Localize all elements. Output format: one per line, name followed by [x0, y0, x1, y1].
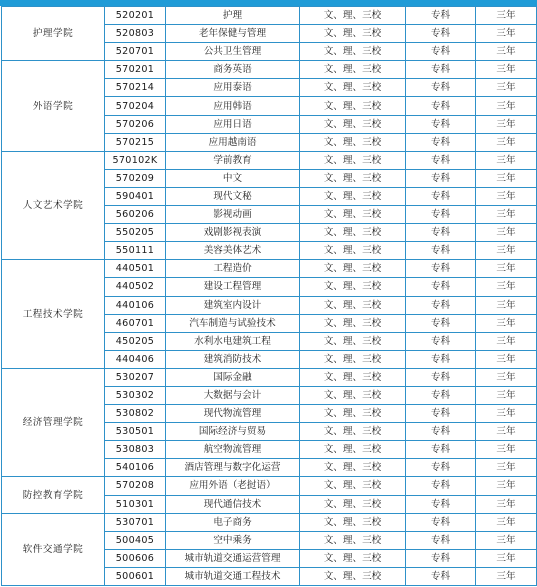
study-length-cell: 三年	[476, 495, 537, 513]
study-length-cell: 三年	[476, 79, 537, 97]
education-level-cell: 专科	[406, 25, 476, 43]
study-length-cell: 三年	[476, 477, 537, 495]
study-length-cell: 三年	[476, 549, 537, 567]
college-name-cell: 工程技术学院	[2, 260, 105, 369]
subject-type-cell: 文、理、三校	[300, 314, 406, 332]
major-code-cell: 500601	[105, 567, 166, 585]
major-name-cell: 中文	[166, 169, 300, 187]
study-length-cell: 三年	[476, 43, 537, 61]
education-level-cell: 专科	[406, 169, 476, 187]
major-name-cell: 美容美体艺术	[166, 242, 300, 260]
major-code-cell: 560206	[105, 206, 166, 224]
major-name-cell: 航空物流管理	[166, 441, 300, 459]
study-length-cell: 三年	[476, 61, 537, 79]
major-name-cell: 汽车制造与试验技术	[166, 314, 300, 332]
table-row	[2, 368, 537, 386]
study-length-cell: 三年	[476, 206, 537, 224]
majors-table	[1, 6, 537, 586]
study-length-cell: 三年	[476, 459, 537, 477]
major-name-cell: 空中乘务	[166, 531, 300, 549]
study-length-cell: 三年	[476, 224, 537, 242]
major-code-cell: 530302	[105, 386, 166, 404]
subject-type-cell: 文、理、三校	[300, 187, 406, 205]
subject-type-cell: 文、理、三校	[300, 115, 406, 133]
education-level-cell: 专科	[406, 314, 476, 332]
study-length-cell: 三年	[476, 332, 537, 350]
education-level-cell: 专科	[406, 531, 476, 549]
major-code-cell: 530803	[105, 441, 166, 459]
majors-table-body	[2, 7, 537, 586]
major-code-cell: 570209	[105, 169, 166, 187]
major-code-cell: 530207	[105, 368, 166, 386]
major-name-cell: 国际经济与贸易	[166, 423, 300, 441]
major-name-cell: 大数据与会计	[166, 386, 300, 404]
major-code-cell: 530802	[105, 405, 166, 423]
study-length-cell: 三年	[476, 405, 537, 423]
college-name-cell: 人文艺术学院	[2, 151, 105, 260]
subject-type-cell: 文、理、三校	[300, 423, 406, 441]
study-length-cell: 三年	[476, 187, 537, 205]
education-level-cell: 专科	[406, 567, 476, 585]
subject-type-cell: 文、理、三校	[300, 151, 406, 169]
major-code-cell: 570201	[105, 61, 166, 79]
education-level-cell: 专科	[406, 386, 476, 404]
subject-type-cell: 文、理、三校	[300, 441, 406, 459]
subject-type-cell: 文、理、三校	[300, 43, 406, 61]
study-length-cell: 三年	[476, 350, 537, 368]
subject-type-cell: 文、理、三校	[300, 405, 406, 423]
college-name-cell: 防控教育学院	[2, 477, 105, 513]
major-name-cell: 建设工程管理	[166, 278, 300, 296]
education-level-cell: 专科	[406, 513, 476, 531]
table-row	[2, 513, 537, 531]
study-length-cell: 三年	[476, 314, 537, 332]
major-name-cell: 工程造价	[166, 260, 300, 278]
education-level-cell: 专科	[406, 187, 476, 205]
education-level-cell: 专科	[406, 459, 476, 477]
study-length-cell: 三年	[476, 133, 537, 151]
education-level-cell: 专科	[406, 405, 476, 423]
education-level-cell: 专科	[406, 79, 476, 97]
education-level-cell: 专科	[406, 278, 476, 296]
education-level-cell: 专科	[406, 242, 476, 260]
table-row	[2, 151, 537, 169]
major-code-cell: 570206	[105, 115, 166, 133]
subject-type-cell: 文、理、三校	[300, 25, 406, 43]
education-level-cell: 专科	[406, 206, 476, 224]
major-name-cell: 老年保健与管理	[166, 25, 300, 43]
subject-type-cell: 文、理、三校	[300, 7, 406, 25]
major-code-cell: 520701	[105, 43, 166, 61]
study-length-cell: 三年	[476, 151, 537, 169]
table-row	[2, 7, 537, 25]
major-code-cell: 460701	[105, 314, 166, 332]
major-name-cell: 影视动画	[166, 206, 300, 224]
study-length-cell: 三年	[476, 531, 537, 549]
major-name-cell: 护理	[166, 7, 300, 25]
subject-type-cell: 文、理、三校	[300, 296, 406, 314]
education-level-cell: 专科	[406, 477, 476, 495]
study-length-cell: 三年	[476, 441, 537, 459]
major-name-cell: 国际金融	[166, 368, 300, 386]
subject-type-cell: 文、理、三校	[300, 224, 406, 242]
major-name-cell: 公共卫生管理	[166, 43, 300, 61]
subject-type-cell: 文、理、三校	[300, 169, 406, 187]
major-name-cell: 应用韩语	[166, 97, 300, 115]
study-length-cell: 三年	[476, 513, 537, 531]
major-code-cell: 530701	[105, 513, 166, 531]
study-length-cell: 三年	[476, 97, 537, 115]
major-name-cell: 现代文秘	[166, 187, 300, 205]
major-code-cell: 440501	[105, 260, 166, 278]
education-level-cell: 专科	[406, 260, 476, 278]
major-code-cell: 510301	[105, 495, 166, 513]
table-row	[2, 260, 537, 278]
education-level-cell: 专科	[406, 61, 476, 79]
education-level-cell: 专科	[406, 495, 476, 513]
education-level-cell: 专科	[406, 549, 476, 567]
subject-type-cell: 文、理、三校	[300, 531, 406, 549]
study-length-cell: 三年	[476, 115, 537, 133]
subject-type-cell: 文、理、三校	[300, 477, 406, 495]
major-name-cell: 应用日语	[166, 115, 300, 133]
subject-type-cell: 文、理、三校	[300, 79, 406, 97]
college-name-cell: 外语学院	[2, 61, 105, 151]
major-code-cell: 550205	[105, 224, 166, 242]
major-name-cell: 应用外语（老挝语）	[166, 477, 300, 495]
major-name-cell: 现代通信技术	[166, 495, 300, 513]
major-code-cell: 570208	[105, 477, 166, 495]
college-name-cell: 软件交通学院	[2, 513, 105, 585]
education-level-cell: 专科	[406, 296, 476, 314]
major-name-cell: 建筑消防技术	[166, 350, 300, 368]
study-length-cell: 三年	[476, 368, 537, 386]
major-name-cell: 水利水电建筑工程	[166, 332, 300, 350]
subject-type-cell: 文、理、三校	[300, 242, 406, 260]
subject-type-cell: 文、理、三校	[300, 350, 406, 368]
major-name-cell: 戏剧影视表演	[166, 224, 300, 242]
major-name-cell: 应用越南语	[166, 133, 300, 151]
subject-type-cell: 文、理、三校	[300, 567, 406, 585]
major-name-cell: 城市轨道交通工程技术	[166, 567, 300, 585]
education-level-cell: 专科	[406, 423, 476, 441]
major-code-cell: 450205	[105, 332, 166, 350]
subject-type-cell: 文、理、三校	[300, 61, 406, 79]
education-level-cell: 专科	[406, 441, 476, 459]
subject-type-cell: 文、理、三校	[300, 206, 406, 224]
major-code-cell: 550111	[105, 242, 166, 260]
major-name-cell: 酒店管理与数字化运营	[166, 459, 300, 477]
study-length-cell: 三年	[476, 278, 537, 296]
major-code-cell: 570204	[105, 97, 166, 115]
major-code-cell: 590401	[105, 187, 166, 205]
major-code-cell: 500405	[105, 531, 166, 549]
education-level-cell: 专科	[406, 224, 476, 242]
study-length-cell: 三年	[476, 242, 537, 260]
table-row	[2, 477, 537, 495]
subject-type-cell: 文、理、三校	[300, 278, 406, 296]
major-code-cell: 500606	[105, 549, 166, 567]
study-length-cell: 三年	[476, 169, 537, 187]
major-code-cell: 520201	[105, 7, 166, 25]
education-level-cell: 专科	[406, 151, 476, 169]
major-code-cell: 570214	[105, 79, 166, 97]
major-name-cell: 商务英语	[166, 61, 300, 79]
education-level-cell: 专科	[406, 332, 476, 350]
education-level-cell: 专科	[406, 43, 476, 61]
subject-type-cell: 文、理、三校	[300, 133, 406, 151]
subject-type-cell: 文、理、三校	[300, 513, 406, 531]
college-name-cell: 护理学院	[2, 7, 105, 61]
subject-type-cell: 文、理、三校	[300, 260, 406, 278]
study-length-cell: 三年	[476, 423, 537, 441]
major-code-cell: 530501	[105, 423, 166, 441]
education-level-cell: 专科	[406, 115, 476, 133]
study-length-cell: 三年	[476, 260, 537, 278]
major-name-cell: 建筑室内设计	[166, 296, 300, 314]
major-code-cell: 570102K	[105, 151, 166, 169]
education-level-cell: 专科	[406, 368, 476, 386]
major-code-cell: 540106	[105, 459, 166, 477]
education-level-cell: 专科	[406, 350, 476, 368]
study-length-cell: 三年	[476, 296, 537, 314]
study-length-cell: 三年	[476, 7, 537, 25]
subject-type-cell: 文、理、三校	[300, 459, 406, 477]
table-row	[2, 61, 537, 79]
subject-type-cell: 文、理、三校	[300, 97, 406, 115]
study-length-cell: 三年	[476, 567, 537, 585]
major-code-cell: 440106	[105, 296, 166, 314]
study-length-cell: 三年	[476, 25, 537, 43]
education-level-cell: 专科	[406, 133, 476, 151]
major-name-cell: 应用泰语	[166, 79, 300, 97]
subject-type-cell: 文、理、三校	[300, 332, 406, 350]
major-name-cell: 学前教育	[166, 151, 300, 169]
subject-type-cell: 文、理、三校	[300, 386, 406, 404]
major-code-cell: 570215	[105, 133, 166, 151]
major-code-cell: 440406	[105, 350, 166, 368]
education-level-cell: 专科	[406, 97, 476, 115]
major-name-cell: 城市轨道交通运营管理	[166, 549, 300, 567]
subject-type-cell: 文、理、三校	[300, 549, 406, 567]
major-code-cell: 440502	[105, 278, 166, 296]
education-level-cell: 专科	[406, 7, 476, 25]
major-code-cell: 520803	[105, 25, 166, 43]
study-length-cell: 三年	[476, 386, 537, 404]
major-name-cell: 现代物流管理	[166, 405, 300, 423]
college-name-cell: 经济管理学院	[2, 368, 105, 477]
subject-type-cell: 文、理、三校	[300, 368, 406, 386]
subject-type-cell: 文、理、三校	[300, 495, 406, 513]
major-name-cell: 电子商务	[166, 513, 300, 531]
